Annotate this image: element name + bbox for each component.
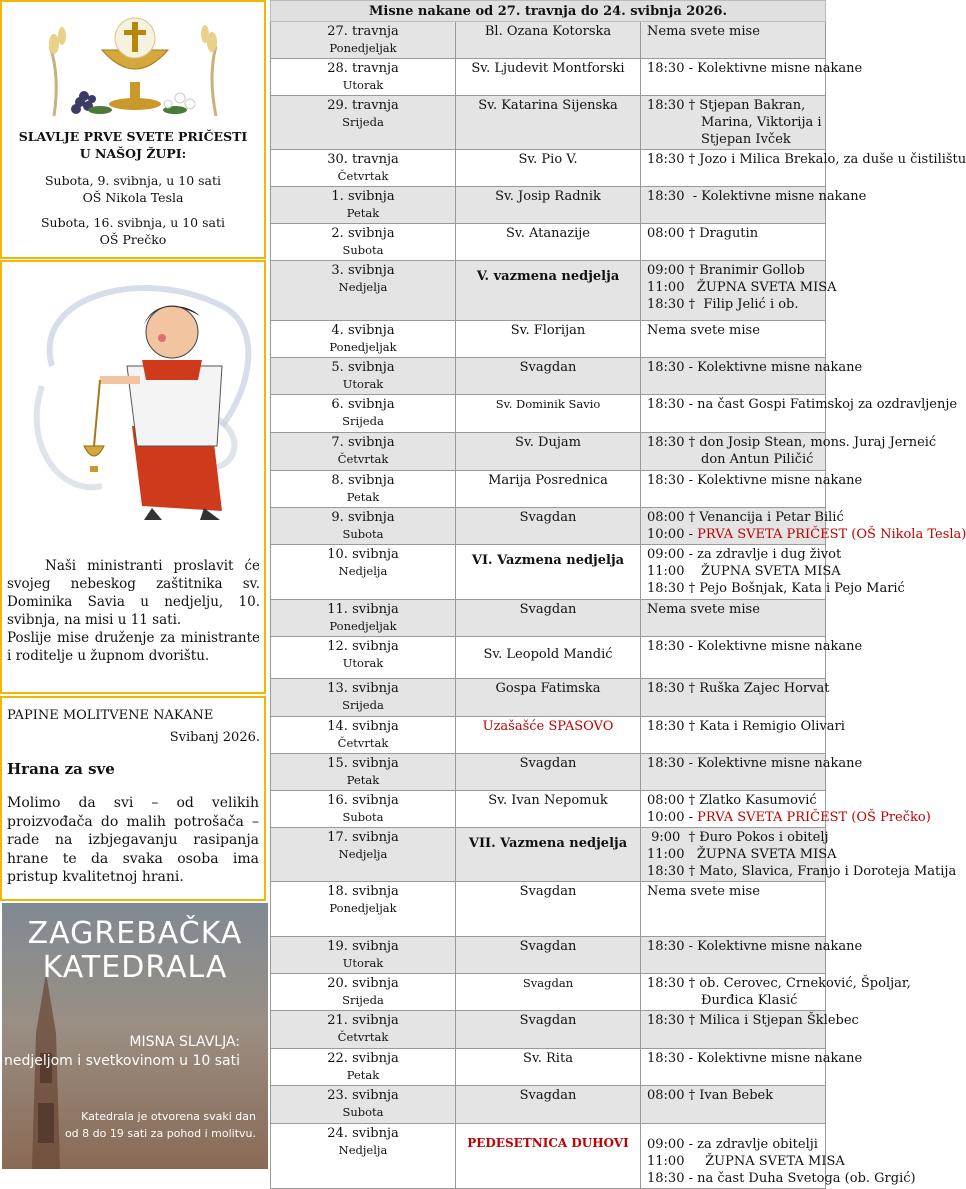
schedule-date-cell: [271, 1086, 456, 1124]
schedule-saint-cell: [456, 261, 641, 321]
schedule-masses-cell: [641, 321, 826, 358]
schedule-masses-cell: [641, 261, 837, 321]
schedule-saint: Sv. Dominik Savio: [495, 397, 601, 411]
mass-line: 18:30 † Mato, Slavica, Franjo i Doroteja Matija: [647, 864, 957, 879]
schedule-weekday: Četvrtak: [337, 736, 389, 750]
mass-line: 11:00 ŽUPNA SVETA MISA: [647, 847, 837, 862]
mass-line: 08:00 † Venancija i Petar Bilić: [647, 510, 844, 525]
schedule-date-cell: [271, 150, 456, 187]
schedule-masses-cell: [641, 433, 937, 471]
schedule-saint: Svagdan: [522, 976, 574, 990]
schedule-row: [271, 679, 826, 717]
schedule-row: [271, 321, 826, 358]
schedule-row: [271, 828, 826, 882]
schedule-masses-cell: [641, 828, 957, 882]
schedule-masses-cell: [641, 600, 826, 637]
schedule-weekday: Ponedjeljak: [329, 340, 397, 354]
mass-line: Nema svete mise: [647, 24, 760, 39]
schedule-row: [271, 471, 826, 508]
schedule-masses-cell: [641, 679, 830, 717]
schedule-saint: Sv. Pio V.: [518, 152, 578, 167]
mass-line: 18:30 † Stjepan Bakran,: [647, 98, 806, 113]
schedule-date: 28. travnja: [327, 61, 399, 76]
mass-line: 18:30 - Kolektivne misne nakane: [647, 1051, 863, 1066]
schedule-date-cell: [271, 358, 456, 395]
schedule-date-cell: [271, 59, 456, 96]
schedule-date-cell: [271, 828, 456, 882]
schedule-saint: Gospa Fatimska: [495, 681, 601, 696]
schedule-row: [271, 96, 826, 150]
schedule-date-cell: [271, 395, 456, 433]
mass-line: Marina, Viktorija i Stjepan Ivček: [701, 115, 822, 147]
mass-line: 08:00 † Dragutin: [647, 226, 759, 241]
schedule-date-cell: [271, 1124, 456, 1189]
schedule-date: 1. svibnja: [331, 189, 395, 204]
schedule-row: [271, 150, 826, 187]
schedule-date-cell: [271, 937, 456, 974]
schedule-saint: PEDESETNICA DUHOVI: [467, 1136, 629, 1150]
mass-line: 11:00 ŽUPNA SVETA MISA: [647, 280, 837, 295]
schedule-date-cell: [271, 974, 456, 1011]
schedule-date-cell: [271, 508, 456, 545]
mass-line: 18:30 - Kolektivne misne nakane: [647, 61, 863, 76]
schedule-row: [271, 395, 826, 433]
schedule-masses-cell: [641, 59, 863, 96]
mass-line: Đurđica Klasić: [701, 993, 798, 1008]
schedule-saint-cell: [456, 150, 641, 187]
mass-line: 10:00 - PRVA SVETA PRIČEST (OŠ Prečko): [647, 810, 931, 825]
schedule-masses-cell: [641, 224, 826, 261]
schedule-row: [271, 59, 826, 96]
schedule-date-cell: [271, 791, 456, 828]
schedule-date: 22. svibnja: [327, 1051, 399, 1066]
first-communion-event-2: Subota, 16. svibnja, u 10 sati OŠ Prečko: [40, 215, 225, 247]
first-communion-mass: PRVA SVETA PRIČEST (OŠ Prečko): [697, 810, 931, 825]
schedule-row: [271, 1049, 826, 1086]
schedule-date: 14. svibnja: [327, 719, 399, 734]
schedule-weekday: Četvrtak: [337, 1030, 389, 1044]
schedule-weekday: Nedjelja: [338, 1143, 388, 1157]
mass-line: 09:00 - za zdravlje obitelji: [647, 1137, 818, 1152]
schedule-row: [271, 187, 826, 224]
schedule-date: 15. svibnja: [327, 756, 399, 771]
schedule-row: [271, 600, 826, 637]
schedule-date: 20. svibnja: [327, 976, 399, 991]
schedule-weekday: Petak: [346, 206, 380, 220]
schedule-saint-cell: [456, 937, 641, 974]
mass-line: 18:30 † Jozo i Milica Brekalo, za duše u čistilištu: [647, 152, 966, 167]
mass-schedule-table: [270, 0, 966, 1189]
schedule-date-cell: [271, 679, 456, 717]
schedule-weekday: Srijeda: [342, 115, 384, 129]
schedule-masses-cell: [641, 1086, 826, 1124]
schedule-weekday: Utorak: [342, 956, 384, 970]
schedule-date: 3. svibnja: [331, 263, 395, 278]
mass-line: Nema svete mise: [647, 602, 760, 617]
cathedral-title: ZAGREBAČKA KATEDRALA: [27, 916, 243, 985]
schedule-masses-cell: [641, 937, 863, 974]
schedule-row: [271, 1086, 826, 1124]
schedule-saint-cell: [456, 545, 641, 600]
mass-line: 18:30 † Pejo Bošnjak, Kata i Pejo Marić: [647, 581, 905, 596]
ministrants-paragraph-1: Naši ministranti proslavit će svojeg nebeskog zaštitnika sv. Dominika Savia u nedjelju, 10. svibnja, na misi u 11 sati.: [7, 558, 260, 628]
schedule-masses-cell: [641, 791, 931, 828]
schedule-masses-cell: [641, 150, 966, 187]
first-communion-box: [0, 0, 266, 259]
schedule-date-cell: [271, 224, 456, 261]
schedule-saint-cell: [456, 974, 641, 1011]
first-communion-event-1: Subota, 9. svibnja, u 10 sati OŠ Nikola Tesla: [44, 173, 222, 205]
schedule-saint-cell: [456, 22, 641, 59]
schedule-saint-cell: [456, 433, 641, 471]
mass-line: 18:30 - Kolektivne misne nakane: [647, 360, 863, 375]
schedule-masses-cell: [641, 717, 845, 754]
mass-line: 18:30 † Milica i Stjepan Šklebec: [647, 1013, 859, 1028]
schedule-saint-cell: [456, 717, 641, 754]
schedule-saint: Sv. Rita: [523, 1051, 573, 1066]
schedule-masses-cell: [641, 508, 966, 545]
schedule-date: 10. svibnja: [327, 547, 399, 562]
schedule-saint-cell: [456, 828, 641, 882]
schedule-masses-cell: [641, 395, 958, 433]
schedule-date-cell: [271, 637, 456, 679]
schedule-date-cell: [271, 717, 456, 754]
schedule-date: 29. travnja: [327, 98, 399, 113]
mass-line: 11:00 ŽUPNA SVETA MISA: [647, 1154, 845, 1169]
schedule-weekday: Ponedjeljak: [329, 619, 397, 633]
schedule-saint: Sv. Josip Radnik: [495, 189, 601, 204]
schedule-date: 27. travnja: [327, 24, 399, 39]
schedule-saint: V. vazmena nedjelja: [476, 269, 620, 284]
schedule-weekday: Petak: [346, 773, 380, 787]
schedule-date: 24. svibnja: [327, 1126, 399, 1141]
schedule-date-cell: [271, 1049, 456, 1086]
mass-line: 18:30 † don Josip Stean, mons. Juraj Jerneić: [647, 435, 937, 450]
schedule-masses-cell: [641, 882, 826, 937]
schedule-masses-cell: [641, 754, 863, 791]
ministrants-box: [0, 260, 266, 694]
schedule-date: 17. svibnja: [327, 830, 399, 845]
schedule-date: 30. travnja: [327, 152, 399, 167]
schedule-saint: Sv. Leopold Mandić: [483, 647, 613, 662]
schedule-saint-cell: [456, 508, 641, 545]
mass-line: 18:30 - Kolektivne misne nakane: [647, 939, 863, 954]
mass-line: 18:30 - Kolektivne misne nakane: [647, 473, 863, 488]
schedule-date-cell: [271, 433, 456, 471]
schedule-masses-cell: [641, 545, 905, 600]
schedule-saint: Svagdan: [519, 939, 577, 954]
schedule-date: 12. svibnja: [327, 639, 399, 654]
schedule-saint-cell: [456, 187, 641, 224]
schedule-date: 2. svibnja: [331, 226, 395, 241]
mass-line: 08:00 † Zlatko Kasumović: [647, 793, 817, 808]
mass-line: 09:00 † Branimir Gollob: [647, 263, 805, 278]
papal-intentions-box: [0, 696, 266, 901]
schedule-date: 9. svibnja: [331, 510, 395, 525]
left-column: [0, 0, 270, 1169]
schedule-saint-cell: [456, 1086, 641, 1124]
schedule-row: [271, 358, 826, 395]
schedule-masses-cell: [641, 1124, 916, 1189]
cathedral-hours: Katedrala je otvorena svaki dan od 8 do 19 sati za pohod i molitvu.: [64, 1110, 256, 1140]
mass-line: 10:00 - PRVA SVETA PRIČEST (OŠ Nikola Tesla): [647, 527, 966, 542]
first-communion-mass: PRVA SVETA PRIČEST (OŠ Nikola Tesla): [697, 527, 966, 542]
mass-line: 9:00 † Đuro Pokos i obitelj: [647, 830, 829, 845]
mass-line: 18:30 † Ruška Zajec Horvat: [647, 681, 830, 696]
schedule-saint: Svagdan: [519, 602, 577, 617]
schedule-saint-cell: [456, 600, 641, 637]
schedule-date-cell: [271, 22, 456, 59]
schedule-saint: VI. Vazmena nedjelja: [471, 553, 625, 568]
schedule-date-cell: [271, 754, 456, 791]
schedule-saint-cell: [456, 1011, 641, 1049]
schedule-saint-cell: [456, 395, 641, 433]
schedule-title: Misne nakane od 27. travnja do 24. svibnja 2026.: [271, 1, 826, 22]
schedule-row: [271, 1124, 826, 1189]
schedule-saint: Sv. Ljudevit Montforski: [471, 61, 625, 76]
schedule-body: [271, 22, 966, 1189]
schedule-date-cell: [271, 321, 456, 358]
mass-line: Nema svete mise: [647, 884, 760, 899]
mass-line: 18:30 † Filip Jelić i ob.: [647, 297, 799, 312]
papal-heading: PAPINE MOLITVENE NAKANE: [7, 708, 214, 723]
schedule-weekday: Subota: [342, 527, 384, 541]
schedule-date-cell: [271, 471, 456, 508]
schedule-date: 7. svibnja: [331, 435, 395, 450]
schedule-saint-cell: [456, 679, 641, 717]
schedule-date: 16. svibnja: [327, 793, 399, 808]
mass-line: 18:30 † ob. Cerovec, Crneković, Špoljar,: [647, 976, 911, 991]
schedule-saint: Svagdan: [519, 510, 577, 525]
schedule-saint-cell: [456, 1049, 641, 1086]
schedule-masses-cell: [641, 637, 863, 679]
schedule-masses-cell: [641, 974, 911, 1011]
schedule-saint-cell: [456, 471, 641, 508]
schedule-row: [271, 433, 826, 471]
schedule-saint-cell: [456, 358, 641, 395]
schedule-saint-cell: [456, 637, 641, 679]
papal-text: Molimo da svi – od velikih proizvođača do malih potrošača – rade na izbjegavanju rasipanja hrane te da svaka osoba ima pristup kvalitetnoj hrani.: [7, 795, 259, 885]
schedule-row: [271, 224, 826, 261]
mass-line: 18:30 - na čast Duha Svetoga (ob. Grgić): [647, 1171, 916, 1186]
schedule-date-cell: [271, 96, 456, 150]
schedule-row: [271, 22, 826, 59]
schedule-weekday: Subota: [342, 810, 384, 824]
schedule-weekday: Nedjelja: [338, 847, 388, 861]
mass-line: 18:30 - Kolektivne misne nakane: [647, 756, 863, 771]
schedule-row: [271, 261, 826, 321]
schedule-date: 6. svibnja: [331, 397, 395, 412]
schedule-row: [271, 717, 826, 754]
schedule-weekday: Ponedjeljak: [329, 901, 397, 915]
schedule-saint: Svagdan: [519, 756, 577, 771]
schedule-saint: Svagdan: [519, 1013, 577, 1028]
schedule-date: 23. svibnja: [327, 1088, 399, 1103]
schedule-saint-cell: [456, 791, 641, 828]
schedule-saint: Marija Posrednica: [488, 473, 608, 488]
schedule-row: [271, 974, 826, 1011]
schedule-saint: Uzašašće SPASOVO: [482, 719, 614, 734]
schedule-weekday: Utorak: [342, 656, 384, 670]
mass-line: 08:00 † Ivan Bebek: [647, 1088, 774, 1103]
schedule-weekday: Utorak: [342, 377, 384, 391]
schedule-saint-cell: [456, 224, 641, 261]
schedule-saint: Sv. Ivan Nepomuk: [488, 793, 608, 808]
ministrants-paragraph-2: Poslije mise druženje za ministrante i roditelje u župnom dvorištu.: [7, 630, 260, 664]
schedule-date-cell: [271, 545, 456, 600]
schedule-weekday: Srijeda: [342, 993, 384, 1007]
schedule-date-cell: [271, 882, 456, 937]
cathedral-masses: MISNA SLAVLJA: nedjeljom i svetkovinom u 10 sati: [3, 1034, 240, 1069]
schedule-date: 11. svibnja: [327, 602, 399, 617]
schedule-row: [271, 508, 826, 545]
schedule-row: [271, 791, 826, 828]
schedule-date-cell: [271, 600, 456, 637]
schedule-date: 19. svibnja: [327, 939, 399, 954]
mass-line: 18:30 - Kolektivne misne nakane: [647, 639, 863, 654]
first-communion-title: SLAVLJE PRVE SVETE PRIČESTI U NAŠOJ ŽUPI:: [18, 129, 248, 161]
schedule-masses-cell: [641, 187, 867, 224]
schedule-saint: Sv. Katarina Sijenska: [478, 98, 618, 113]
schedule-masses-cell: [641, 1011, 859, 1049]
schedule-date: 4. svibnja: [331, 323, 395, 338]
schedule-saint: Sv. Florijan: [510, 323, 586, 338]
schedule-row: [271, 545, 826, 600]
schedule-date: 21. svibnja: [327, 1013, 399, 1028]
ministrants-text: [7, 557, 260, 665]
schedule-date-cell: [271, 187, 456, 224]
schedule-weekday: Utorak: [342, 78, 384, 92]
schedule-saint: VII. Vazmena nedjelja: [468, 836, 628, 851]
schedule-weekday: Petak: [346, 490, 380, 504]
schedule-row: [271, 882, 826, 937]
schedule-row: [271, 754, 826, 791]
schedule-masses-cell: [641, 1049, 863, 1086]
schedule-saint: Sv. Dujam: [515, 435, 581, 450]
mass-line: Nema svete mise: [647, 323, 760, 338]
schedule-saint-cell: [456, 1124, 641, 1189]
schedule-date: 8. svibnja: [331, 473, 395, 488]
schedule-weekday: Ponedjeljak: [329, 41, 397, 55]
altar-boy-illustration: [22, 276, 262, 526]
schedule-weekday: Četvrtak: [337, 452, 389, 466]
schedule-masses-cell: [641, 22, 826, 59]
schedule-date-cell: [271, 261, 456, 321]
schedule-masses-cell: [641, 358, 863, 395]
schedule-masses-cell: [641, 471, 863, 508]
schedule-weekday: Četvrtak: [337, 169, 389, 183]
cathedral-poster: [2, 903, 268, 1169]
schedule-saint: Svagdan: [519, 884, 577, 899]
schedule-row: [271, 1011, 826, 1049]
papal-month: Svibanj 2026.: [169, 730, 260, 745]
mass-line: 11:00 ŽUPNA SVETA MISA: [647, 564, 841, 579]
chalice-illustration: [40, 6, 230, 119]
schedule-weekday: Srijeda: [342, 414, 384, 428]
papal-title: Hrana za sve: [7, 760, 115, 778]
mass-line: 18:30 - na čast Gospi Fatimskoj za ozdravljenje: [647, 397, 958, 412]
schedule-masses-cell: [641, 96, 826, 150]
schedule-saint: Svagdan: [519, 1088, 577, 1103]
schedule-saint: Sv. Atanazije: [506, 226, 590, 241]
schedule-saint-cell: [456, 59, 641, 96]
schedule-weekday: Nedjelja: [338, 280, 388, 294]
schedule-saint: Bl. Ozana Kotorska: [484, 24, 612, 39]
schedule-date: 5. svibnja: [331, 360, 395, 375]
schedule-date: 13. svibnja: [327, 681, 399, 696]
schedule-weekday: Srijeda: [342, 698, 384, 712]
mass-line: don Antun Piličić: [701, 452, 814, 467]
schedule-weekday: Subota: [342, 243, 384, 257]
schedule-weekday: Nedjelja: [338, 564, 388, 578]
schedule-date: 18. svibnja: [327, 884, 399, 899]
schedule-column: [270, 0, 966, 1186]
schedule-saint: Svagdan: [519, 360, 577, 375]
schedule-saint-cell: [456, 96, 641, 150]
mass-line: 18:30 - Kolektivne misne nakane: [647, 189, 867, 204]
schedule-weekday: Petak: [346, 1068, 380, 1082]
schedule-date-cell: [271, 1011, 456, 1049]
schedule-saint-cell: [456, 321, 641, 358]
schedule-row: [271, 937, 826, 974]
schedule-weekday: Subota: [342, 1105, 384, 1119]
schedule-saint-cell: [456, 754, 641, 791]
schedule-saint-cell: [456, 882, 641, 937]
mass-line: 18:30 † Kata i Remigio Olivari: [647, 719, 845, 734]
mass-line: 09:00 - za zdravlje i dug život: [647, 547, 842, 562]
schedule-row: [271, 637, 826, 679]
